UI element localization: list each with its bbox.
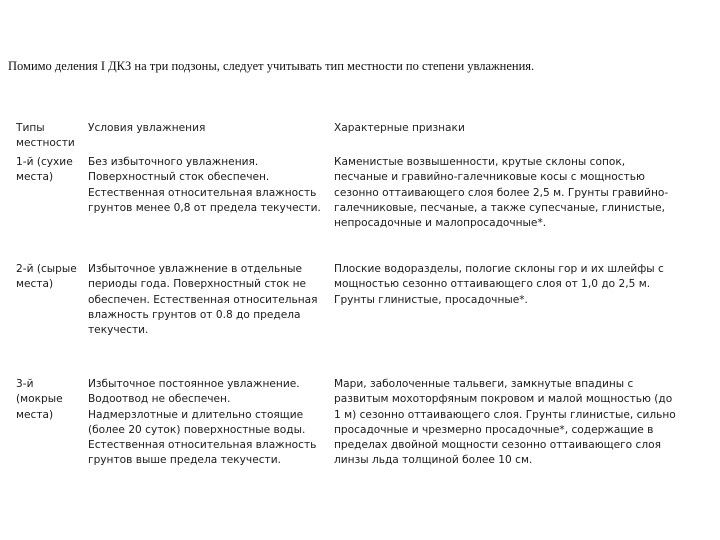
row-3-type-line: 3-й [16, 378, 34, 390]
header-features [334, 121, 686, 136]
row-3-type-line: места) [16, 408, 54, 421]
row-2-conditions-line: обеспечен. Естественная относительная [88, 293, 318, 306]
header-features-line: Характерные признаки [334, 122, 465, 134]
row-1-features [334, 155, 686, 231]
row-1-conditions-line: Естественная относительная влажность [88, 186, 317, 199]
row-2-type-line: места) [16, 278, 54, 291]
row-1-features-line: сезонно оттаивающего слоя более 2,5 м. Грунты гравийно- [334, 186, 669, 199]
row-2-conditions-line: влажность грунтов от 0.8 до предела [88, 308, 301, 321]
row-2-conditions [88, 262, 330, 338]
row-2-features [334, 262, 686, 308]
row-2-features-line: Плоские водоразделы, пологие склоны гор и их шлейфы с [334, 263, 664, 275]
row-3-features [334, 377, 686, 469]
row-1-conditions-line: Поверхностный сток обеспечен. [88, 171, 270, 184]
row-1-type-line: места) [16, 171, 54, 184]
intro-text: Помимо деления I ДКЗ на три подзоны, следует учитывать тип местности по степени увлажнения. [8, 59, 535, 73]
row-3-type-line: (мокрые [16, 393, 63, 406]
row-3-features-line: просадочные и чрезмерно просадочные*, содержащие в [334, 423, 654, 436]
row-3-conditions-line: Естественная относительная влажность [88, 439, 317, 452]
row-3-features-line: 1 м) сезонно оттаивающего слоя. Грунты глинистые, сильно [334, 408, 676, 421]
row-3-features-line: линзы льда толщиной более 10 см. [334, 454, 533, 467]
row-1-features-line: Каменистые возвышенности, крутые склоны сопок, [334, 156, 626, 168]
row-1-features-line: песчаные и гравийно-галечниковые косы с мощностью [334, 171, 645, 184]
row-2-features-line: Грунты глинистые, просадочные*. [334, 293, 528, 306]
row-1-features-line: непросадочные и малопросадочные*. [334, 217, 547, 230]
header-type-line: местности [16, 137, 75, 150]
row-3-conditions-line: Водоотвод не обеспечен. [88, 393, 231, 406]
row-3-features-line: развитым мохоторфяным покровом и малой мощностью (до [334, 393, 673, 406]
row-3-conditions-line: Избыточное постоянное увлажнение. [88, 378, 300, 390]
row-3-features-line: пределах двойной мощности сезонно оттаивающего слоя [334, 439, 661, 452]
row-2-conditions-line: текучести. [88, 324, 149, 337]
row-2-conditions-line: Избыточное увлажнение в отдельные [88, 263, 303, 275]
row-1-type [16, 155, 86, 186]
header-conditions [88, 121, 330, 136]
row-2-type-line: 2-й (сырые [16, 263, 77, 275]
row-1-conditions-line: Без избыточного увлажнения. [88, 156, 259, 168]
row-3-features-line: Мари, заболоченные тальвеги, замкнутые впадины с [334, 378, 634, 390]
row-3-conditions-line: Надмерзлотные и длительно стоящие [88, 408, 304, 421]
row-3-type [16, 377, 86, 423]
header-conditions-line: Условия увлажнения [88, 122, 206, 134]
row-3-conditions [88, 377, 330, 469]
header-type-line: Типы [16, 122, 45, 134]
row-1-conditions-line: грунтов менее 0,8 от предела текучести. [88, 201, 321, 214]
row-2-features-line: мощностью сезонно оттаивающего слоя от 1,0 до 2,5 м. [334, 278, 651, 291]
row-2-type [16, 262, 86, 293]
row-2-conditions-line: периоды года. Поверхностный сток не [88, 278, 307, 291]
row-1-conditions [88, 155, 330, 216]
row-1-type-line: 1-й (сухие [16, 156, 73, 168]
row-3-conditions-line: грунтов выше предела текучести. [88, 454, 281, 467]
row-3-conditions-line: (более 20 суток) поверхностные воды. [88, 423, 306, 436]
header-type [16, 121, 86, 152]
row-1-features-line: галечниковые, песчаные, а также супесчаные, глинистые, [334, 201, 666, 214]
